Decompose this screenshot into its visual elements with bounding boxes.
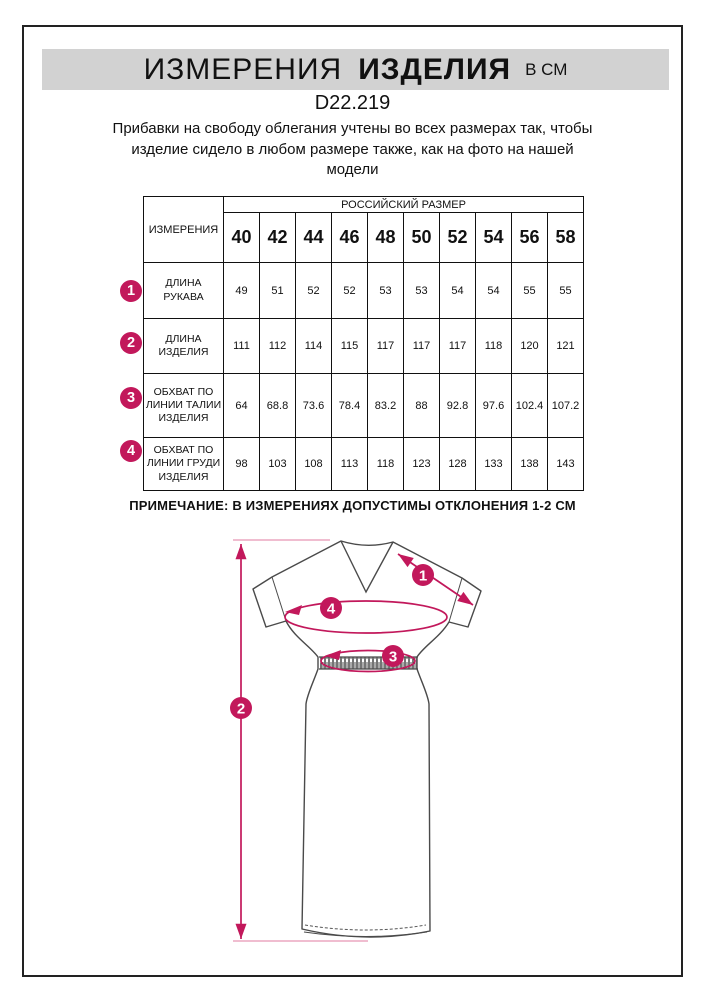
measurements-header-cell: ИЗМЕРЕНИЯ bbox=[144, 197, 224, 263]
callout-2-label: 2 bbox=[236, 700, 246, 718]
value-cell: 114 bbox=[296, 319, 332, 374]
value-cell: 112 bbox=[260, 319, 296, 374]
callout-3-waist-girth bbox=[382, 645, 404, 667]
model-code: D22.219 bbox=[314, 92, 391, 114]
value-cell: 54 bbox=[440, 263, 476, 319]
value-cell: 53 bbox=[368, 263, 404, 319]
value-cell: 120 bbox=[512, 319, 548, 374]
value-cell: 68.8 bbox=[260, 374, 296, 438]
value-cell: 52 bbox=[296, 263, 332, 319]
value-cell: 128 bbox=[440, 438, 476, 491]
value-cell: 97.6 bbox=[476, 374, 512, 438]
value-cell: 102.4 bbox=[512, 374, 548, 438]
value-cell: 88 bbox=[404, 374, 440, 438]
size-cell: 58 bbox=[548, 213, 584, 263]
callout-4-label: 4 bbox=[326, 600, 336, 618]
size-cell: 44 bbox=[296, 213, 332, 263]
value-cell: 118 bbox=[476, 319, 512, 374]
row-number-badge-3: 3 bbox=[120, 387, 142, 409]
title-main: ИЗМЕРЕНИЯ bbox=[143, 52, 343, 86]
value-cell: 138 bbox=[512, 438, 548, 491]
row-number-badge-1: 1 bbox=[120, 280, 142, 302]
value-cell: 117 bbox=[404, 319, 440, 374]
fit-description-line: Прибавки на свободу облегания учтены во всех размерах так, чтобы bbox=[112, 120, 593, 137]
size-cell: 50 bbox=[404, 213, 440, 263]
row-label: ДЛИНА ИЗДЕЛИЯ bbox=[144, 319, 224, 374]
callout-1-sleeve-length bbox=[412, 564, 434, 586]
callout-3-label: 3 bbox=[388, 648, 398, 666]
row-number-badge-2: 2 bbox=[120, 332, 142, 354]
size-cell: 54 bbox=[476, 213, 512, 263]
callout-1-label: 1 bbox=[418, 567, 428, 585]
row-label: ОБХВАТ ПО ЛИНИИ ГРУДИ ИЗДЕЛИЯ bbox=[144, 438, 224, 491]
value-cell: 83.2 bbox=[368, 374, 404, 438]
size-group-header-cell: РОССИЙСКИЙ РАЗМЕР bbox=[224, 197, 584, 213]
row-label: ОБХВАТ ПО ЛИНИИ ТАЛИИ ИЗДЕЛИЯ bbox=[144, 374, 224, 438]
size-cell: 52 bbox=[440, 213, 476, 263]
fit-description-line: изделие сидело в любом размере также, как на фото на нашей bbox=[131, 140, 574, 158]
tolerance-note: ПРИМЕЧАНИЕ: В ИЗМЕРЕНИЯХ ДОПУСТИМЫ ОТКЛОНЕНИЯ 1-2 СМ bbox=[129, 498, 576, 513]
value-cell: 55 bbox=[512, 263, 548, 319]
callout-4-chest-girth bbox=[320, 597, 342, 619]
title-secondary: ИЗДЕЛИЯ bbox=[358, 52, 512, 86]
value-cell: 53 bbox=[404, 263, 440, 319]
title-units: В СМ bbox=[525, 59, 568, 79]
value-cell: 117 bbox=[368, 319, 404, 374]
value-cell: 111 bbox=[224, 319, 260, 374]
value-cell: 108 bbox=[296, 438, 332, 491]
value-cell: 103 bbox=[260, 438, 296, 491]
value-cell: 51 bbox=[260, 263, 296, 319]
fit-description-line: модели bbox=[326, 161, 379, 179]
size-cell: 42 bbox=[260, 213, 296, 263]
size-cell: 40 bbox=[224, 213, 260, 263]
value-cell: 121 bbox=[548, 319, 584, 374]
value-cell: 118 bbox=[368, 438, 404, 491]
row-number-badge-4: 4 bbox=[120, 440, 142, 462]
value-cell: 143 bbox=[548, 438, 584, 491]
value-cell: 113 bbox=[332, 438, 368, 491]
size-cell: 46 bbox=[332, 213, 368, 263]
value-cell: 55 bbox=[548, 263, 584, 319]
value-cell: 54 bbox=[476, 263, 512, 319]
value-cell: 107.2 bbox=[548, 374, 584, 438]
value-cell: 64 bbox=[224, 374, 260, 438]
size-cell: 56 bbox=[512, 213, 548, 263]
value-cell: 115 bbox=[332, 319, 368, 374]
value-cell: 52 bbox=[332, 263, 368, 319]
size-cell: 48 bbox=[368, 213, 404, 263]
value-cell: 92.8 bbox=[440, 374, 476, 438]
value-cell: 73.6 bbox=[296, 374, 332, 438]
value-cell: 78.4 bbox=[332, 374, 368, 438]
value-cell: 117 bbox=[440, 319, 476, 374]
value-cell: 49 bbox=[224, 263, 260, 319]
value-cell: 133 bbox=[476, 438, 512, 491]
value-cell: 98 bbox=[224, 438, 260, 491]
callout-2-product-length bbox=[230, 697, 252, 719]
value-cell: 123 bbox=[404, 438, 440, 491]
row-label: ДЛИНА РУКАВА bbox=[144, 263, 224, 319]
